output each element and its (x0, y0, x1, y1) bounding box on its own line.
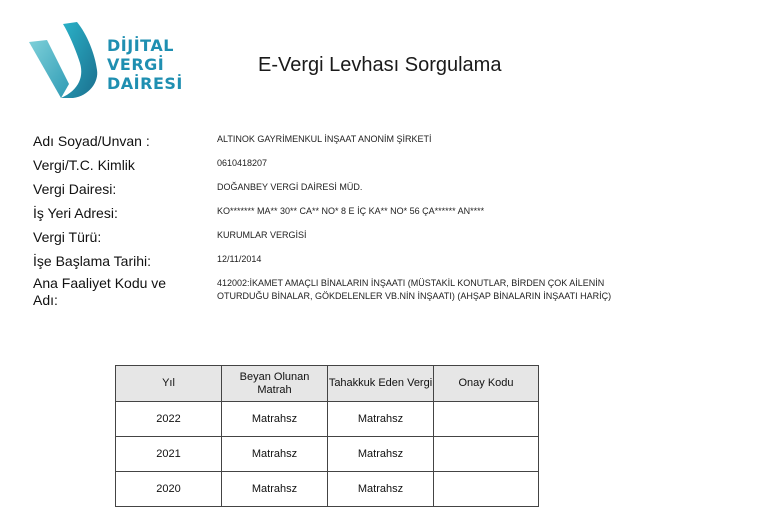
info-value: DOĞANBEY VERGİ DAİRESİ MÜD. (217, 182, 363, 192)
declared-base-cell: Matrahsz (222, 472, 328, 507)
info-label: Vergi Türü: (33, 229, 102, 245)
logo-line-2: VERGİ (107, 55, 165, 74)
table-row (116, 437, 539, 472)
info-label: İşe Başlama Tarihi: (33, 253, 152, 269)
year-cell: 2020 (116, 472, 222, 507)
info-value: KURUMLAR VERGİSİ (217, 230, 307, 240)
digital-tax-office-logo (27, 20, 183, 100)
approval-code-cell (434, 472, 539, 507)
column-header-approval-code: Onay Kodu (434, 366, 539, 402)
accrued-tax-cell: Matrahsz (328, 437, 434, 472)
info-value: 12/11/2014 (217, 254, 262, 264)
table-header-row (116, 366, 539, 402)
info-label: İş Yeri Adresi: (33, 205, 118, 221)
info-label: Vergi Dairesi: (33, 181, 117, 197)
table-row (116, 472, 539, 507)
table-row (116, 402, 539, 437)
logo-text (107, 36, 183, 93)
declared-base-cell: Matrahsz (222, 437, 328, 472)
column-header-year: Yıl (116, 366, 222, 402)
declared-base-cell: Matrahsz (222, 402, 328, 437)
page-title: E-Vergi Levhası Sorgulama (258, 54, 502, 76)
approval-code-cell (434, 402, 539, 437)
column-header-accrued-tax: Tahakkuk Eden Vergi (328, 366, 434, 402)
logo-line-3: DAİRESİ (107, 74, 183, 93)
approval-code-cell (434, 437, 539, 472)
accrued-tax-cell: Matrahsz (328, 402, 434, 437)
year-cell: 2022 (116, 402, 222, 437)
logo-v-mark-icon (27, 20, 103, 100)
tax-base-table (115, 365, 539, 507)
year-cell: 2021 (116, 437, 222, 472)
info-label: Vergi/T.C. Kimlik (33, 157, 135, 173)
accrued-tax-cell: Matrahsz (328, 472, 434, 507)
info-value: 412002:İKAMET AMAÇLI BİNALARIN İNŞAATI (MÜSTAKİL KONUTLAR, BİRDEN ÇOK AİLENİN OTURDUĞU BİNALAR, GÖKDELENLER VB.NİN İNŞAATI) (AHŞAP BİNALARIN İNŞAATI HARİÇ) (217, 278, 612, 301)
info-label: Ana Faaliyet Kodu ve Adı: (33, 275, 167, 308)
info-value: 0610418207 (217, 158, 268, 168)
info-value: KO******* MA** 30** CA** NO* 8 E İÇ KA** NO* 56 ÇA****** AN**** (217, 206, 485, 216)
info-value: ALTINOK GAYRİMENKUL İNŞAAT ANONİM ŞİRKETİ (217, 134, 432, 144)
column-header-declared-base: Beyan Olunan Matrah (222, 366, 328, 402)
info-label: Adı Soyad/Unvan : (33, 133, 150, 149)
logo-line-1: DİJİTAL (107, 36, 174, 55)
